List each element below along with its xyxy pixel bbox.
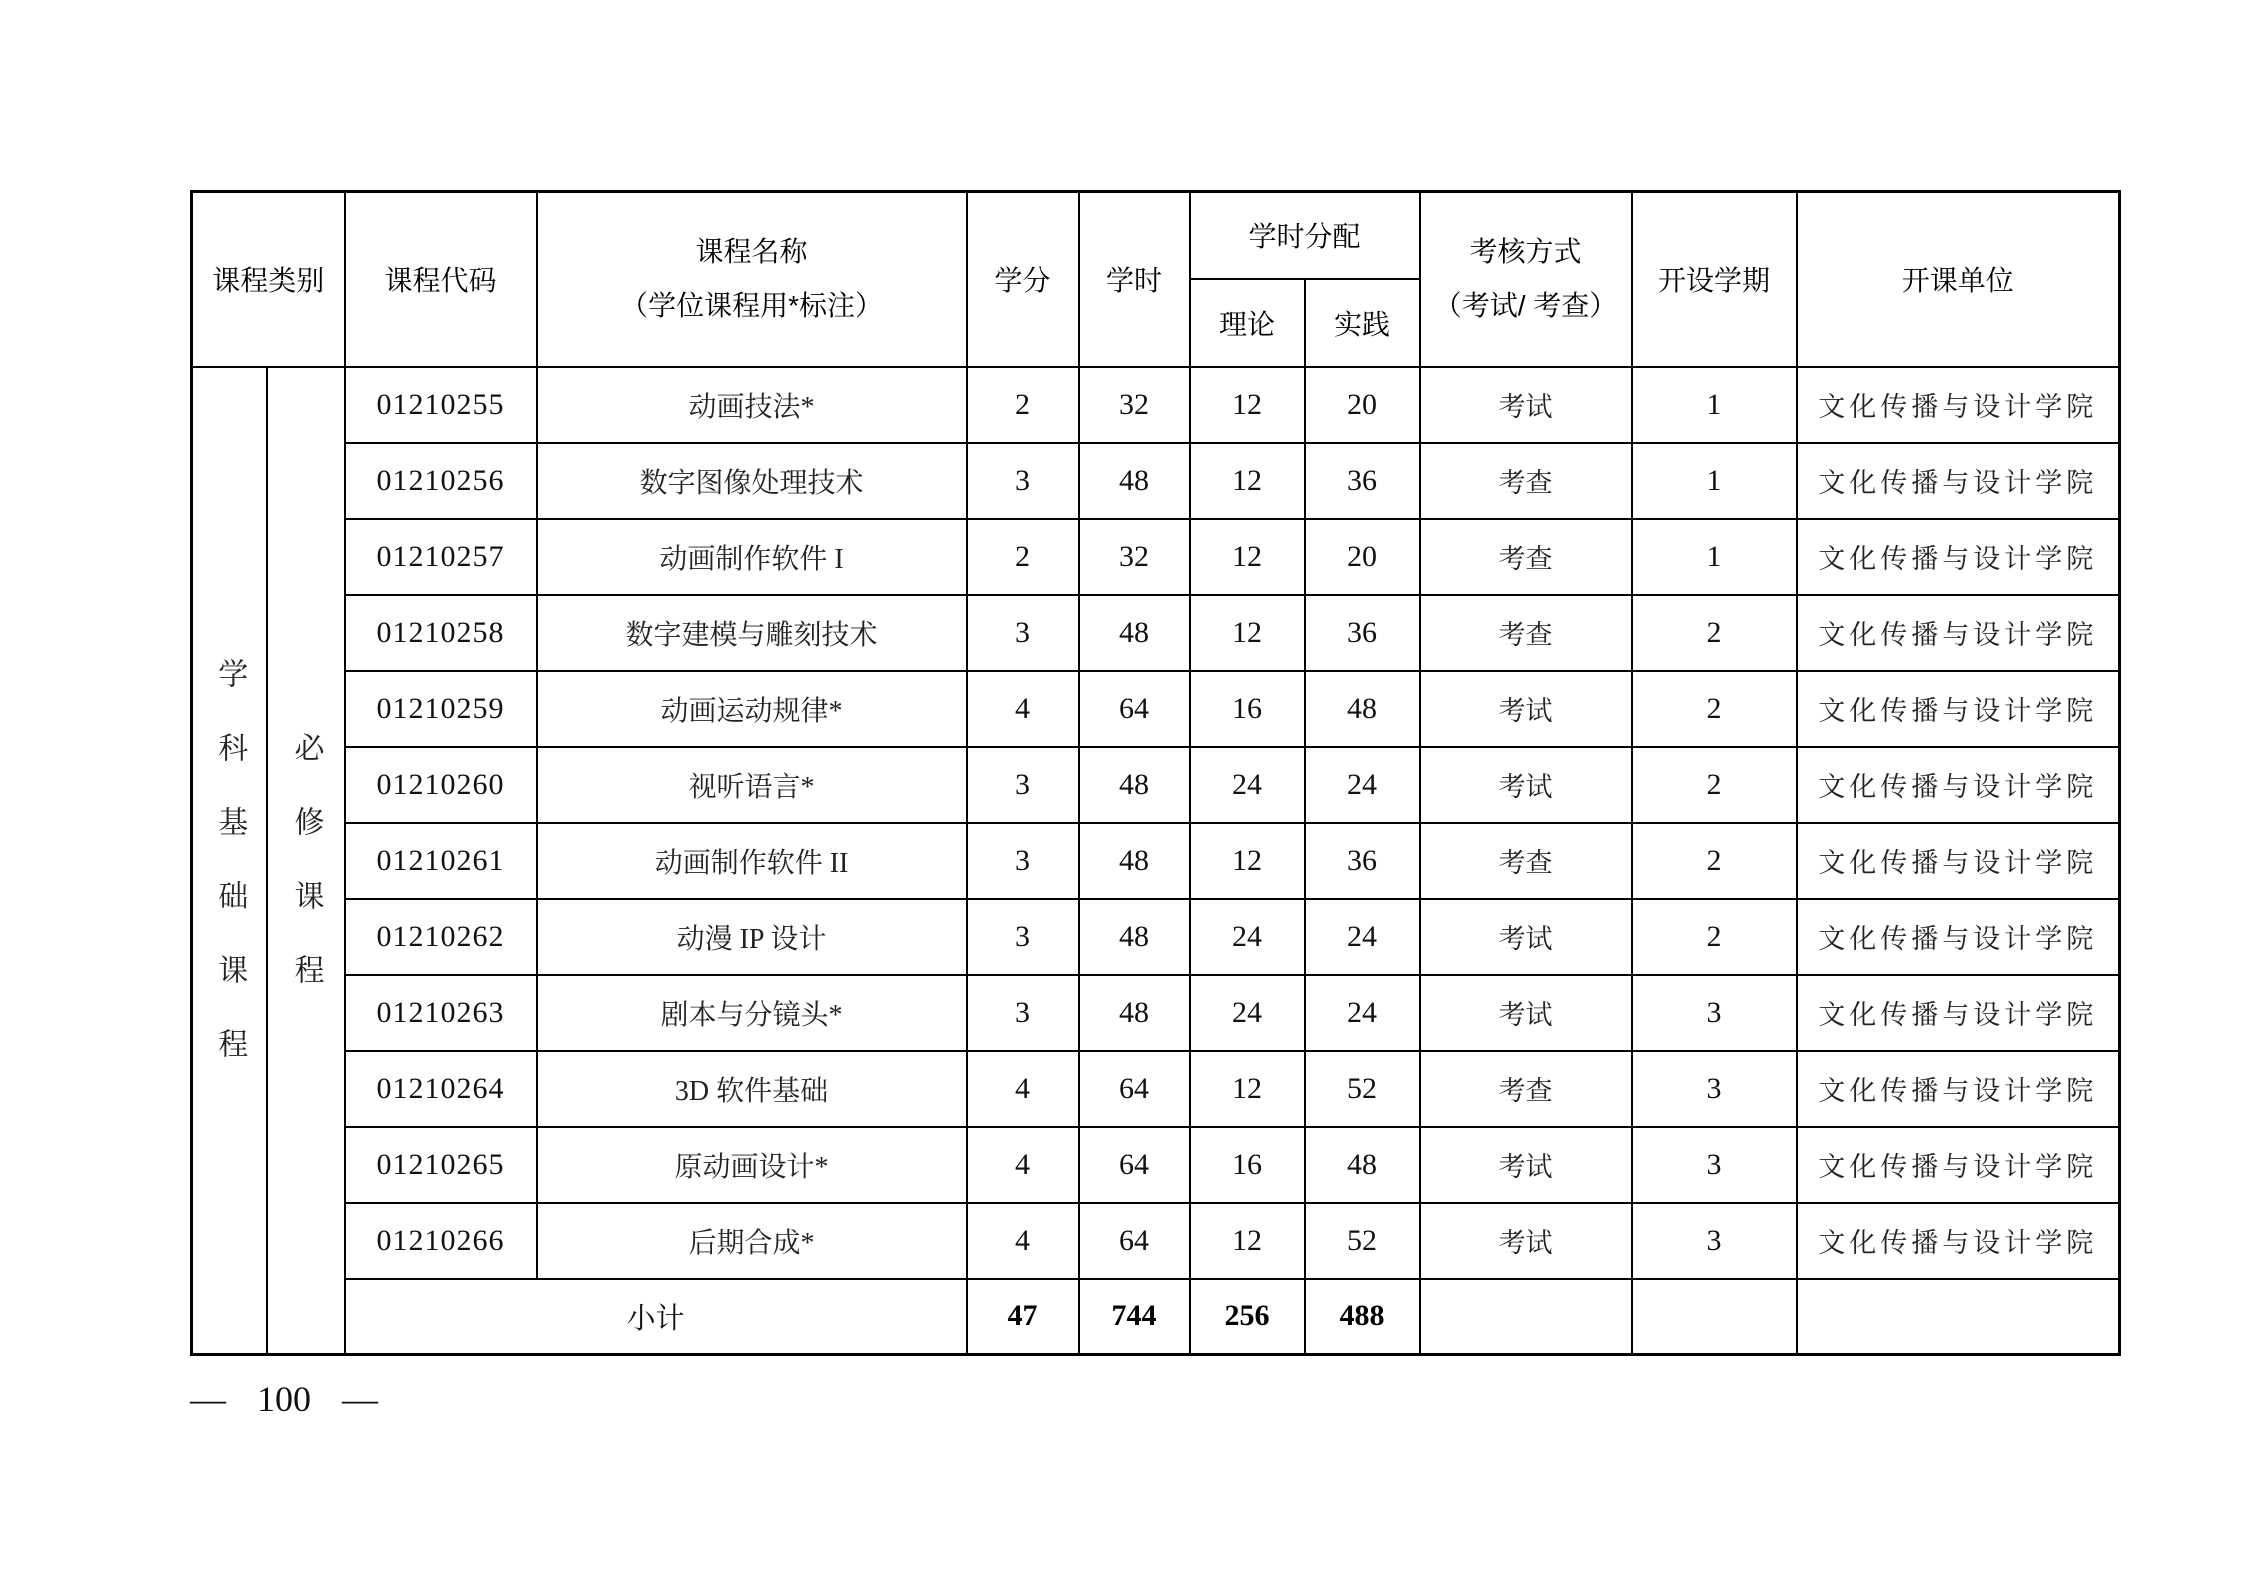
course-practice: 36 bbox=[1305, 443, 1420, 519]
course-assessment: 考查 bbox=[1420, 519, 1632, 595]
course-semester: 3 bbox=[1632, 975, 1797, 1051]
course-practice: 36 bbox=[1305, 595, 1420, 671]
course-practice: 52 bbox=[1305, 1051, 1420, 1127]
course-assessment: 考试 bbox=[1420, 367, 1632, 443]
table-row bbox=[192, 1203, 2120, 1279]
table-row bbox=[192, 443, 2120, 519]
header-course-name-line2: （学位课程用*标注） bbox=[620, 290, 883, 322]
course-hours: 64 bbox=[1079, 671, 1190, 747]
course-hours: 32 bbox=[1079, 367, 1190, 443]
table-row bbox=[192, 899, 2120, 975]
table-row bbox=[192, 671, 2120, 747]
course-hours: 48 bbox=[1079, 443, 1190, 519]
subtotal-assessment-empty bbox=[1420, 1279, 1632, 1355]
course-practice: 36 bbox=[1305, 823, 1420, 899]
course-credits: 4 bbox=[967, 671, 1079, 747]
course-code: 01210265 bbox=[345, 1127, 537, 1203]
course-assessment: 考查 bbox=[1420, 823, 1632, 899]
course-credits: 3 bbox=[967, 899, 1079, 975]
course-semester: 3 bbox=[1632, 1127, 1797, 1203]
course-unit: 文化传播与设计学院 bbox=[1797, 443, 2120, 519]
course-theory: 12 bbox=[1190, 595, 1305, 671]
course-credits: 2 bbox=[967, 519, 1079, 595]
course-code: 01210258 bbox=[345, 595, 537, 671]
course-assessment: 考试 bbox=[1420, 899, 1632, 975]
table-row bbox=[192, 975, 2120, 1051]
course-name: 动画技法* bbox=[537, 367, 967, 443]
course-unit: 文化传播与设计学院 bbox=[1797, 367, 2120, 443]
course-practice: 52 bbox=[1305, 1203, 1420, 1279]
course-name: 数字建模与雕刻技术 bbox=[537, 595, 967, 671]
category-cell bbox=[192, 367, 267, 1355]
course-practice: 24 bbox=[1305, 747, 1420, 823]
table-row bbox=[192, 367, 2120, 443]
course-credits: 3 bbox=[967, 595, 1079, 671]
course-name: 3D 软件基础 bbox=[537, 1051, 967, 1127]
table-row bbox=[192, 823, 2120, 899]
header-practice: 实践 bbox=[1305, 279, 1420, 367]
course-unit: 文化传播与设计学院 bbox=[1797, 1051, 2120, 1127]
table-row bbox=[192, 1127, 2120, 1203]
course-unit: 文化传播与设计学院 bbox=[1797, 823, 2120, 899]
course-credits: 2 bbox=[967, 367, 1079, 443]
course-semester: 2 bbox=[1632, 899, 1797, 975]
course-hours: 48 bbox=[1079, 975, 1190, 1051]
course-code: 01210266 bbox=[345, 1203, 537, 1279]
course-semester: 1 bbox=[1632, 443, 1797, 519]
course-name: 后期合成* bbox=[537, 1203, 967, 1279]
course-code: 01210259 bbox=[345, 671, 537, 747]
header-theory: 理论 bbox=[1190, 279, 1305, 367]
course-theory: 24 bbox=[1190, 899, 1305, 975]
page-number: — 100 — bbox=[190, 1379, 378, 1419]
subtotal-label: 小计 bbox=[345, 1279, 967, 1355]
table-row bbox=[192, 1051, 2120, 1127]
course-assessment: 考试 bbox=[1420, 975, 1632, 1051]
course-practice: 24 bbox=[1305, 899, 1420, 975]
subtotal-credits: 47 bbox=[967, 1279, 1079, 1355]
course-practice: 48 bbox=[1305, 1127, 1420, 1203]
course-hours: 64 bbox=[1079, 1051, 1190, 1127]
course-code: 01210257 bbox=[345, 519, 537, 595]
course-theory: 12 bbox=[1190, 1203, 1305, 1279]
course-name: 剧本与分镜头* bbox=[537, 975, 967, 1051]
category-label: 学科基础课程 bbox=[213, 657, 247, 1102]
course-credits: 3 bbox=[967, 823, 1079, 899]
course-assessment: 考试 bbox=[1420, 1203, 1632, 1279]
header-hours-distribution: 学时分配 bbox=[1190, 192, 1420, 279]
subtotal-row bbox=[192, 1279, 2120, 1355]
course-assessment: 考试 bbox=[1420, 1127, 1632, 1203]
course-hours: 64 bbox=[1079, 1127, 1190, 1203]
course-credits: 4 bbox=[967, 1127, 1079, 1203]
course-theory: 24 bbox=[1190, 975, 1305, 1051]
header-course-code: 课程代码 bbox=[345, 192, 537, 367]
subtotal-practice: 488 bbox=[1305, 1279, 1420, 1355]
course-practice: 20 bbox=[1305, 367, 1420, 443]
course-code: 01210262 bbox=[345, 899, 537, 975]
course-semester: 3 bbox=[1632, 1051, 1797, 1127]
course-hours: 48 bbox=[1079, 595, 1190, 671]
header-row-1 bbox=[192, 192, 2120, 279]
course-unit: 文化传播与设计学院 bbox=[1797, 1203, 2120, 1279]
subtotal-semester-empty bbox=[1632, 1279, 1797, 1355]
course-theory: 24 bbox=[1190, 747, 1305, 823]
course-theory: 12 bbox=[1190, 1051, 1305, 1127]
course-credits: 4 bbox=[967, 1203, 1079, 1279]
subtotal-hours: 744 bbox=[1079, 1279, 1190, 1355]
course-theory: 16 bbox=[1190, 1127, 1305, 1203]
subcategory-cell bbox=[267, 367, 345, 1355]
table-row bbox=[192, 595, 2120, 671]
course-theory: 12 bbox=[1190, 823, 1305, 899]
course-semester: 2 bbox=[1632, 595, 1797, 671]
course-name: 数字图像处理技术 bbox=[537, 443, 967, 519]
course-hours: 48 bbox=[1079, 899, 1190, 975]
course-name: 动漫 IP 设计 bbox=[537, 899, 967, 975]
header-offering-unit: 开课单位 bbox=[1797, 192, 2120, 367]
table-row bbox=[192, 747, 2120, 823]
course-assessment: 考查 bbox=[1420, 1051, 1632, 1127]
subcategory-label: 必修课程 bbox=[289, 731, 323, 1028]
header-hours: 学时 bbox=[1079, 192, 1190, 367]
course-unit: 文化传播与设计学院 bbox=[1797, 519, 2120, 595]
course-unit: 文化传播与设计学院 bbox=[1797, 747, 2120, 823]
header-assessment bbox=[1420, 192, 1632, 367]
course-credits: 3 bbox=[967, 975, 1079, 1051]
course-hours: 48 bbox=[1079, 823, 1190, 899]
course-semester: 2 bbox=[1632, 823, 1797, 899]
course-semester: 1 bbox=[1632, 367, 1797, 443]
course-code: 01210256 bbox=[345, 443, 537, 519]
course-credits: 3 bbox=[967, 747, 1079, 823]
course-assessment: 考查 bbox=[1420, 595, 1632, 671]
curriculum-table bbox=[190, 190, 2121, 1356]
subtotal-theory: 256 bbox=[1190, 1279, 1305, 1355]
table-row bbox=[192, 519, 2120, 595]
course-code: 01210264 bbox=[345, 1051, 537, 1127]
course-credits: 4 bbox=[967, 1051, 1079, 1127]
course-semester: 3 bbox=[1632, 1203, 1797, 1279]
course-assessment: 考试 bbox=[1420, 747, 1632, 823]
course-unit: 文化传播与设计学院 bbox=[1797, 1127, 2120, 1203]
course-semester: 2 bbox=[1632, 747, 1797, 823]
course-unit: 文化传播与设计学院 bbox=[1797, 899, 2120, 975]
course-code: 01210261 bbox=[345, 823, 537, 899]
course-name: 视听语言* bbox=[537, 747, 967, 823]
course-credits: 3 bbox=[967, 443, 1079, 519]
header-assessment-line2: （考试/ 考查） bbox=[1433, 290, 1618, 322]
course-unit: 文化传播与设计学院 bbox=[1797, 671, 2120, 747]
course-hours: 48 bbox=[1079, 747, 1190, 823]
course-assessment: 考试 bbox=[1420, 671, 1632, 747]
course-name: 原动画设计* bbox=[537, 1127, 967, 1203]
course-code: 01210263 bbox=[345, 975, 537, 1051]
course-practice: 20 bbox=[1305, 519, 1420, 595]
header-semester: 开设学期 bbox=[1632, 192, 1797, 367]
header-credits: 学分 bbox=[967, 192, 1079, 367]
course-theory: 12 bbox=[1190, 367, 1305, 443]
course-theory: 16 bbox=[1190, 671, 1305, 747]
course-code: 01210255 bbox=[345, 367, 537, 443]
header-assessment-line1: 考核方式 bbox=[1469, 235, 1582, 267]
course-code: 01210260 bbox=[345, 747, 537, 823]
course-unit: 文化传播与设计学院 bbox=[1797, 975, 2120, 1051]
header-course-name-line1: 课程名称 bbox=[695, 235, 808, 267]
course-theory: 12 bbox=[1190, 519, 1305, 595]
course-theory: 12 bbox=[1190, 443, 1305, 519]
course-name: 动画制作软件 I bbox=[537, 519, 967, 595]
course-practice: 24 bbox=[1305, 975, 1420, 1051]
course-name: 动画制作软件 II bbox=[537, 823, 967, 899]
course-unit: 文化传播与设计学院 bbox=[1797, 595, 2120, 671]
course-semester: 2 bbox=[1632, 671, 1797, 747]
course-practice: 48 bbox=[1305, 671, 1420, 747]
header-course-category: 课程类别 bbox=[192, 192, 345, 367]
course-hours: 32 bbox=[1079, 519, 1190, 595]
course-hours: 64 bbox=[1079, 1203, 1190, 1279]
course-assessment: 考查 bbox=[1420, 443, 1632, 519]
course-name: 动画运动规律* bbox=[537, 671, 967, 747]
course-semester: 1 bbox=[1632, 519, 1797, 595]
subtotal-unit-empty bbox=[1797, 1279, 2120, 1355]
header-course-name bbox=[537, 192, 967, 367]
